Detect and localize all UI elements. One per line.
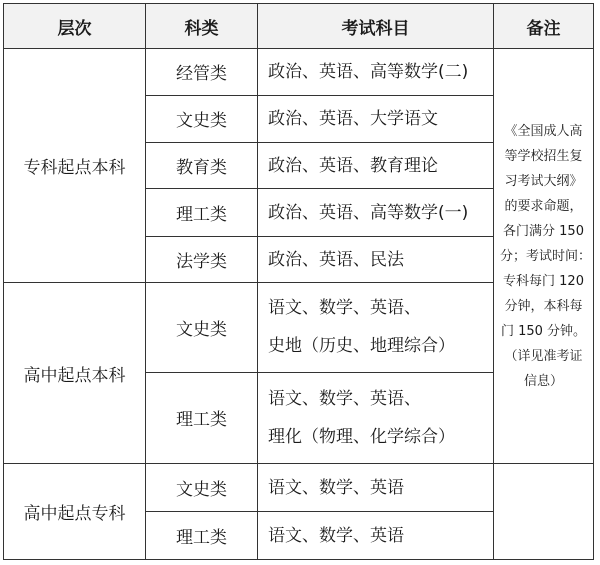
note-cell — [494, 49, 594, 464]
table-row — [4, 49, 594, 96]
subjects-cell — [258, 142, 494, 189]
subjects-cell — [258, 237, 494, 283]
header-level: 层次 — [4, 4, 146, 49]
category-cell: 教育类 — [146, 142, 258, 189]
note-line: 分；考试时间： — [500, 248, 592, 264]
note-line: 等学校招生复 — [504, 148, 583, 164]
subjects-cell — [258, 464, 494, 512]
category-cell: 文史类 — [146, 283, 258, 373]
level-cell: 高中起点专科 — [4, 464, 146, 560]
note-line: 门 150 分钟。 — [500, 323, 587, 339]
subjects-line: 语文、数学、英语、 — [268, 388, 421, 409]
table-row — [4, 464, 594, 512]
subjects-line: 政治、英语、高等数学(二) — [268, 61, 469, 82]
category-cell: 理工类 — [146, 372, 258, 464]
header-note: 备注 — [494, 4, 594, 49]
level-cell: 高中起点本科 — [4, 283, 146, 464]
note-line: 的要求命题， — [504, 198, 583, 214]
subjects-cell — [258, 283, 494, 373]
category-cell: 文史类 — [146, 95, 258, 142]
subjects-line: 史地（历史、地理综合） — [268, 336, 455, 357]
subjects-line: 语文、数学、英语 — [268, 525, 404, 546]
subjects-line: 政治、英语、高等数学(一) — [268, 202, 469, 223]
subjects-line: 政治、英语、大学语文 — [268, 108, 438, 129]
note-line: 《全国成人高 — [504, 123, 583, 139]
note-line: 习考试大纲》 — [504, 173, 583, 189]
note-line: 各门满分 150 — [503, 223, 584, 239]
subjects-cell — [258, 512, 494, 560]
subjects-line: 理化（物理、化学综合） — [268, 426, 455, 447]
note-line: （详见准考证 — [504, 348, 583, 364]
category-cell: 文史类 — [146, 464, 258, 512]
note-line: 分钟，本科每 — [504, 298, 583, 314]
category-cell: 经管类 — [146, 49, 258, 96]
note-line: 专科每门 120 — [503, 273, 584, 289]
subjects-line: 语文、数学、英语 — [268, 477, 404, 498]
category-cell: 理工类 — [146, 189, 258, 237]
note-line: 信息） — [523, 373, 563, 389]
exam-subjects-table — [3, 3, 594, 560]
note-empty-cell — [494, 464, 594, 560]
category-cell: 理工类 — [146, 512, 258, 560]
table-header-row — [4, 4, 594, 49]
level-cell: 专科起点本科 — [4, 49, 146, 283]
header-category: 科类 — [146, 4, 258, 49]
subjects-line: 语文、数学、英语、 — [268, 298, 421, 319]
subjects-line: 政治、英语、民法 — [268, 249, 404, 270]
subjects-cell — [258, 189, 494, 237]
subjects-line: 政治、英语、教育理论 — [268, 155, 438, 176]
header-subjects: 考试科目 — [258, 4, 494, 49]
subjects-cell — [258, 372, 494, 464]
subjects-cell — [258, 49, 494, 96]
subjects-cell — [258, 95, 494, 142]
category-cell: 法学类 — [146, 237, 258, 283]
